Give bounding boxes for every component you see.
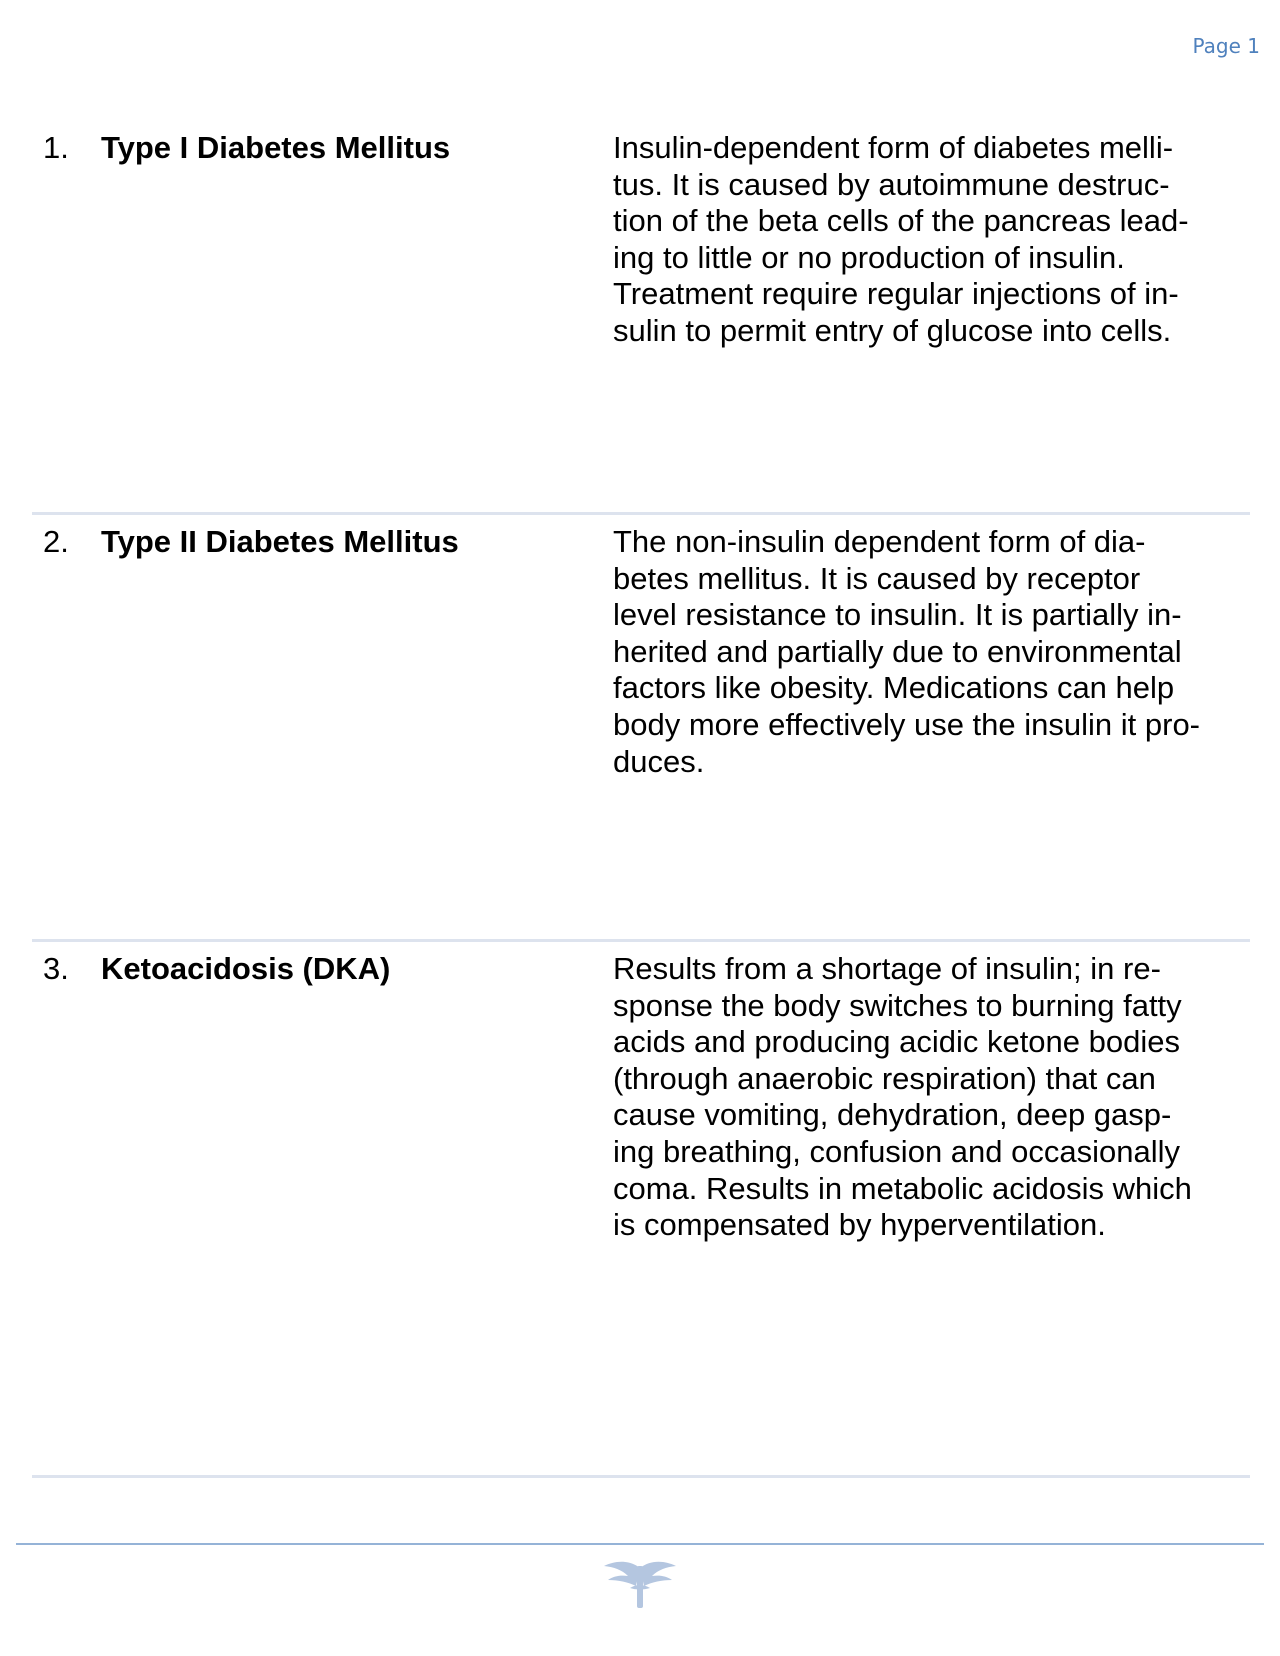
entry-definition: Results from a shortage of insulin; in re- sponse the body switches to burning fatty acids and producing acidic ketone bodies (through anaerobic respiration) that can cause vomiting, dehydration, deep gasp- ing breathing, confusion and occasionally coma. Results in metabolic acidosis which is compensated by hyperventilation. (613, 951, 1192, 1243)
entry-separator (32, 939, 1250, 942)
entry-separator (32, 1475, 1250, 1478)
entry-term: Type II Diabetes Mellitus (101, 524, 459, 559)
glossary-entry-1 (32, 130, 1250, 470)
entry-definition: The non-insulin dependent form of dia- betes mellitus. It is caused by receptor level resistance to insulin. It is partially in- herited and partially due to environmental factors like obesity. Medications can help body more effectively use the insulin it pro- duces. (613, 524, 1201, 779)
entry-number: 3. (43, 951, 69, 986)
footer-rule (16, 1543, 1264, 1545)
caduceus-wings-icon (600, 1558, 680, 1610)
glossary-entry-2 (32, 524, 1250, 884)
entry-number: 2. (43, 524, 69, 559)
glossary-entry-3 (32, 951, 1250, 1451)
entry-separator (32, 512, 1250, 515)
entry-term: Type I Diabetes Mellitus (101, 130, 451, 165)
entry-definition: Insulin-dependent form of diabetes melli- tus. It is caused by autoimmune destruc- tion of the beta cells of the pancreas lead- ing to little or no production of insulin. Treatment require regular injections of in- sulin to permit entry of glucose into cells. (613, 130, 1189, 348)
entry-number: 1. (43, 130, 69, 165)
entry-term: Ketoacidosis (DKA) (101, 951, 391, 986)
page-number: Page 1 (1192, 34, 1260, 58)
